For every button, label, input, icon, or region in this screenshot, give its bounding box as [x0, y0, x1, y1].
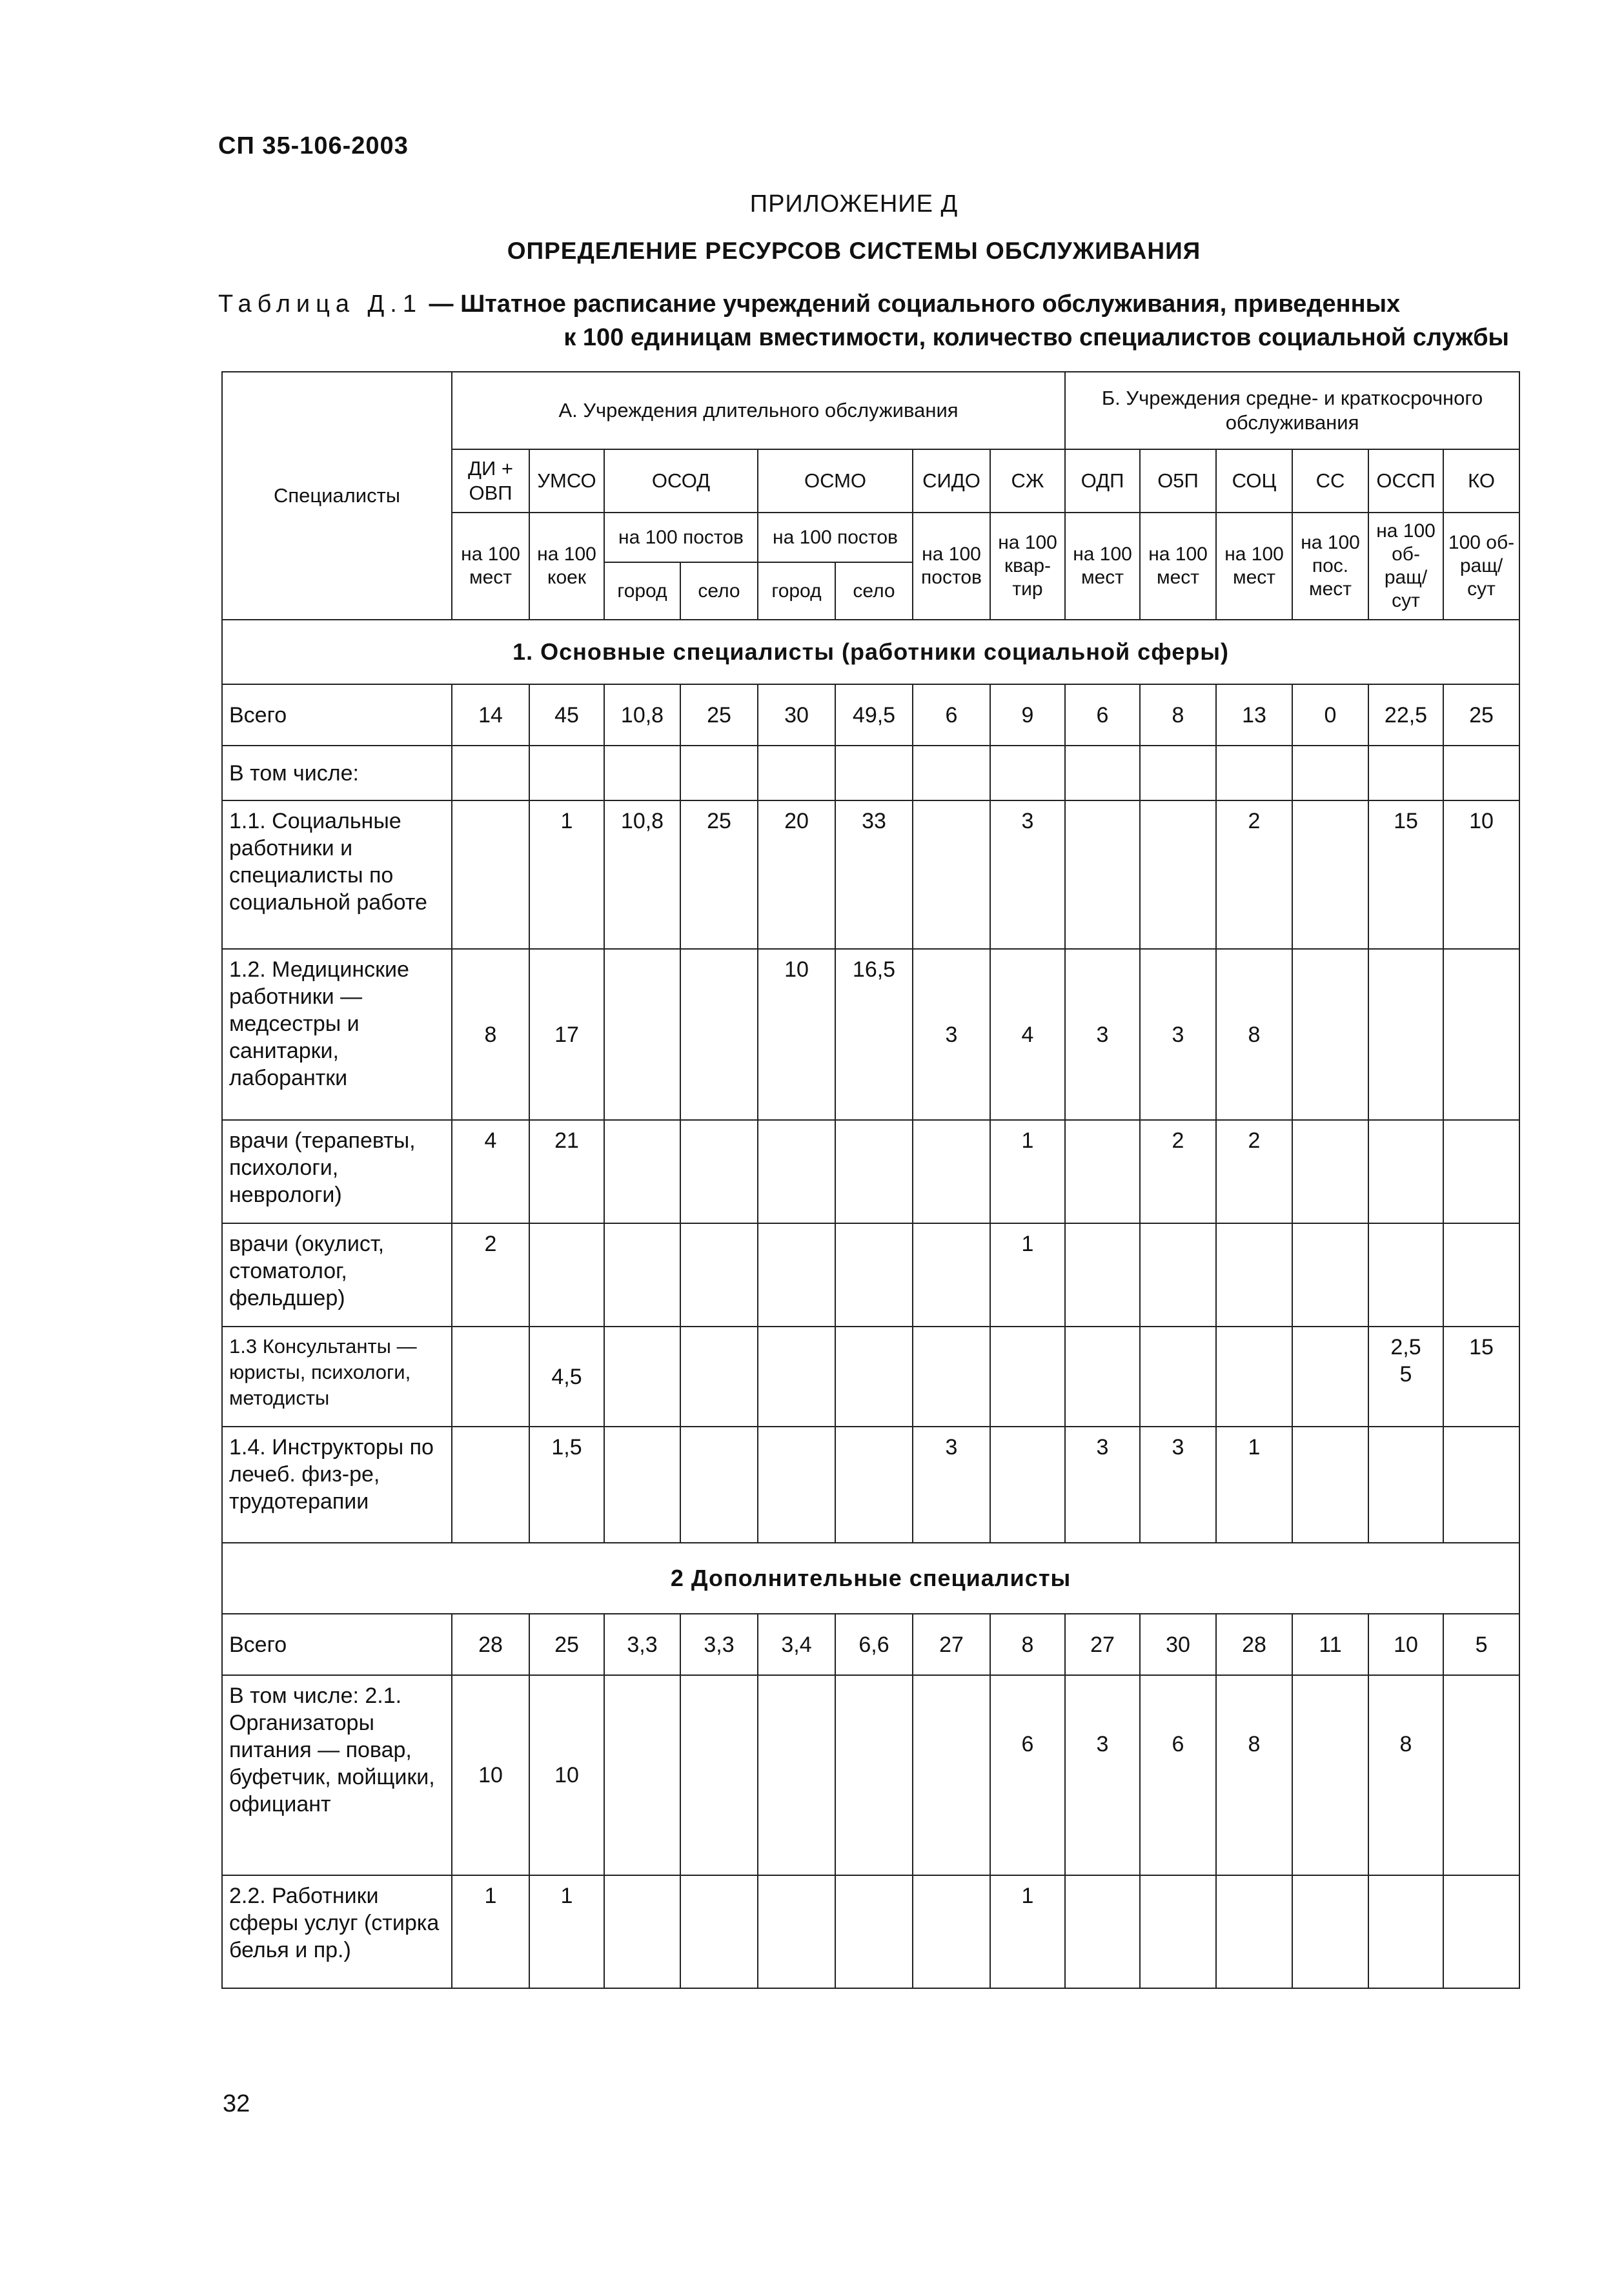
- unit-odp: на 100 мест: [1065, 513, 1140, 620]
- col-szh: СЖ: [990, 449, 1065, 513]
- cell: 30: [758, 684, 835, 746]
- cell: 25: [680, 800, 758, 949]
- cell: 3: [1065, 949, 1140, 1120]
- cell: 25: [1443, 684, 1519, 746]
- cell: 4: [990, 949, 1065, 1120]
- section-1-title: 1. Основные специалисты (работники социальной сферы): [222, 620, 1519, 684]
- cell: 10: [1443, 800, 1519, 949]
- cell-value: 5: [1399, 1362, 1412, 1387]
- cell: 25: [529, 1614, 604, 1675]
- cell: 1: [990, 1875, 1065, 1988]
- unit-osmo: на 100 постов: [758, 513, 913, 562]
- row-label: Всего: [222, 1614, 452, 1675]
- cell: 3,3: [604, 1614, 680, 1675]
- unit-osmo-village: село: [835, 562, 913, 620]
- row-label: 1.4. Инструкторы по лечеб. физ-ре, трудотерапии: [222, 1427, 452, 1543]
- cell: 9: [990, 684, 1065, 746]
- cell: 33: [835, 800, 913, 949]
- col-osod: ОСОД: [604, 449, 758, 513]
- cell: 3: [990, 800, 1065, 949]
- cell: 6,6: [835, 1614, 913, 1675]
- cell: 3: [913, 1427, 990, 1543]
- table-row-total-2: [222, 1614, 1519, 1675]
- section-2-title: 2 Дополнительные специалисты: [222, 1543, 1519, 1614]
- cell: 3: [913, 949, 990, 1120]
- unit-o5p: на 100 мест: [1140, 513, 1216, 620]
- cell: 10,8: [604, 800, 680, 949]
- col-umso: УМСО: [529, 449, 604, 513]
- specialists-header: Специалисты: [222, 372, 452, 620]
- col-sido: СИДО: [913, 449, 990, 513]
- group-a-header: А. Учреждения длительного обслуживания: [452, 372, 1065, 449]
- section-row: [222, 1543, 1519, 1614]
- cell: 6: [913, 684, 990, 746]
- row-label: 1.1. Социальные работники и специалисты по социальной работе: [222, 800, 452, 949]
- cell: 28: [452, 1614, 529, 1675]
- header-row-groups: [222, 372, 1519, 449]
- cell: 22,5: [1368, 684, 1443, 746]
- cell: 3,4: [758, 1614, 835, 1675]
- cell: 28: [1216, 1614, 1292, 1675]
- table-row-1-4: [222, 1427, 1519, 1543]
- cell: 15: [1368, 800, 1443, 949]
- cell: 8: [452, 949, 529, 1120]
- row-label: В том числе:: [222, 746, 452, 800]
- cell: 4: [452, 1120, 529, 1223]
- cell: 30: [1140, 1614, 1216, 1675]
- unit-umso: на 100 коек: [529, 513, 604, 620]
- cell: 21: [529, 1120, 604, 1223]
- table-label: Таблица Д.1: [218, 290, 422, 318]
- cell: 8: [1216, 1675, 1292, 1875]
- cell: 0: [1292, 684, 1368, 746]
- caption-line-1: — Штатное расписание учреждений социального обслуживания, приведенных: [421, 290, 1401, 318]
- row-label: 2.2. Работники сферы услуг (стирка белья и пр.): [222, 1875, 452, 1988]
- col-osmo: ОСМО: [758, 449, 913, 513]
- cell: 1: [529, 800, 604, 949]
- cell: 10: [1368, 1614, 1443, 1675]
- cell: 14: [452, 684, 529, 746]
- cell: 1: [529, 1875, 604, 1988]
- cell: 49,5: [835, 684, 913, 746]
- unit-osod: на 100 постов: [604, 513, 758, 562]
- cell-ossp: [1368, 1327, 1443, 1427]
- unit-osod-village: село: [680, 562, 758, 620]
- group-b-header: Б. Учреждения средне- и краткосрочного обслуживания: [1065, 372, 1519, 449]
- staff-table: [221, 371, 1520, 1989]
- row-label: 1.2. Медицинские работники — медсестры и санитарки, лаборантки: [222, 949, 452, 1120]
- col-odp: ОДП: [1065, 449, 1140, 513]
- cell: 25: [680, 684, 758, 746]
- cell: 8: [1216, 949, 1292, 1120]
- cell: 45: [529, 684, 604, 746]
- cell: 2: [1140, 1120, 1216, 1223]
- document-code: СП 35-106-2003: [218, 132, 409, 159]
- cell: 3: [1140, 949, 1216, 1120]
- cell: 13: [1216, 684, 1292, 746]
- table-row-1-1: [222, 800, 1519, 949]
- col-ko: КО: [1443, 449, 1519, 513]
- cell: 3: [1065, 1427, 1140, 1543]
- appendix-heading: ПРИЛОЖЕНИЕ Д: [749, 190, 959, 218]
- cell: 1: [990, 1120, 1065, 1223]
- cell: 10: [452, 1675, 529, 1875]
- row-label: Всего: [222, 684, 452, 746]
- unit-osmo-city: город: [758, 562, 835, 620]
- table-caption: [218, 287, 1509, 354]
- table-row-total-1: [222, 684, 1519, 746]
- cell: 27: [1065, 1614, 1140, 1675]
- cell: 15: [1443, 1327, 1519, 1427]
- row-label: В том числе: 2.1. Организаторы питания — повар, буфетчик, мойщики, официант: [222, 1675, 452, 1875]
- unit-osod-city: город: [604, 562, 680, 620]
- cell: 6: [1065, 684, 1140, 746]
- table-row-1-2: [222, 949, 1519, 1120]
- section-row: [222, 620, 1519, 684]
- cell: 17: [529, 949, 604, 1120]
- table-row-2-2: [222, 1875, 1519, 1988]
- unit-ossp: на 100 об-ращ/ сут: [1368, 513, 1443, 620]
- table-row-1-3: [222, 1327, 1519, 1427]
- table-row-doctors-1: [222, 1120, 1519, 1223]
- cell: 1,5: [529, 1427, 604, 1543]
- col-ss: СС: [1292, 449, 1368, 513]
- cell: 16,5: [835, 949, 913, 1120]
- cell: 1: [452, 1875, 529, 1988]
- col-soc: СОЦ: [1216, 449, 1292, 513]
- cell: 10,8: [604, 684, 680, 746]
- document-title: ОПРЕДЕЛЕНИЕ РЕСУРСОВ СИСТЕМЫ ОБСЛУЖИВАНИЯ: [507, 238, 1201, 264]
- cell: 1: [1216, 1427, 1292, 1543]
- cell: 8: [990, 1614, 1065, 1675]
- page-number: 32: [223, 2090, 250, 2117]
- col-ossp: ОССП: [1368, 449, 1443, 513]
- cell: 6: [1140, 1675, 1216, 1875]
- row-label: 1.3 Консультанты — юристы, психологи, методисты: [222, 1327, 452, 1427]
- cell: 8: [1368, 1675, 1443, 1875]
- unit-di: на 100 мест: [452, 513, 529, 620]
- cell: 3: [1065, 1675, 1140, 1875]
- cell: 11: [1292, 1614, 1368, 1675]
- table-row-including-1: [222, 746, 1519, 800]
- cell: 10: [758, 949, 835, 1120]
- cell: 2: [452, 1223, 529, 1327]
- cell: 8: [1140, 684, 1216, 746]
- cell: 2: [1216, 1120, 1292, 1223]
- cell: 1: [990, 1223, 1065, 1327]
- row-label: врачи (окулист, стоматолог, фельдшер): [222, 1223, 452, 1327]
- cell-value: 2,5: [1390, 1335, 1421, 1359]
- cell: 20: [758, 800, 835, 949]
- caption-line-2: к 100 единицам вместимости, количество специалистов социальной службы: [563, 324, 1509, 351]
- table-row-2-1: [222, 1675, 1519, 1875]
- cell: 3: [1140, 1427, 1216, 1543]
- unit-ko: 100 об-ращ/ сут: [1443, 513, 1519, 620]
- col-di-ovp: ДИ + ОВП: [452, 449, 529, 513]
- unit-ss: на 100 пос. мест: [1292, 513, 1368, 620]
- unit-soc: на 100 мест: [1216, 513, 1292, 620]
- cell: 6: [990, 1675, 1065, 1875]
- cell: 27: [913, 1614, 990, 1675]
- cell: 5: [1443, 1614, 1519, 1675]
- cell: 10: [529, 1675, 604, 1875]
- unit-szh: на 100 квар-тир: [990, 513, 1065, 620]
- cell: 3,3: [680, 1614, 758, 1675]
- cell: 2: [1216, 800, 1292, 949]
- cell: 4,5: [529, 1327, 604, 1427]
- table-row-doctors-2: [222, 1223, 1519, 1327]
- unit-sido: на 100 постов: [913, 513, 990, 620]
- row-label: врачи (терапевты, психологи, неврологи): [222, 1120, 452, 1223]
- col-o5p: О5П: [1140, 449, 1216, 513]
